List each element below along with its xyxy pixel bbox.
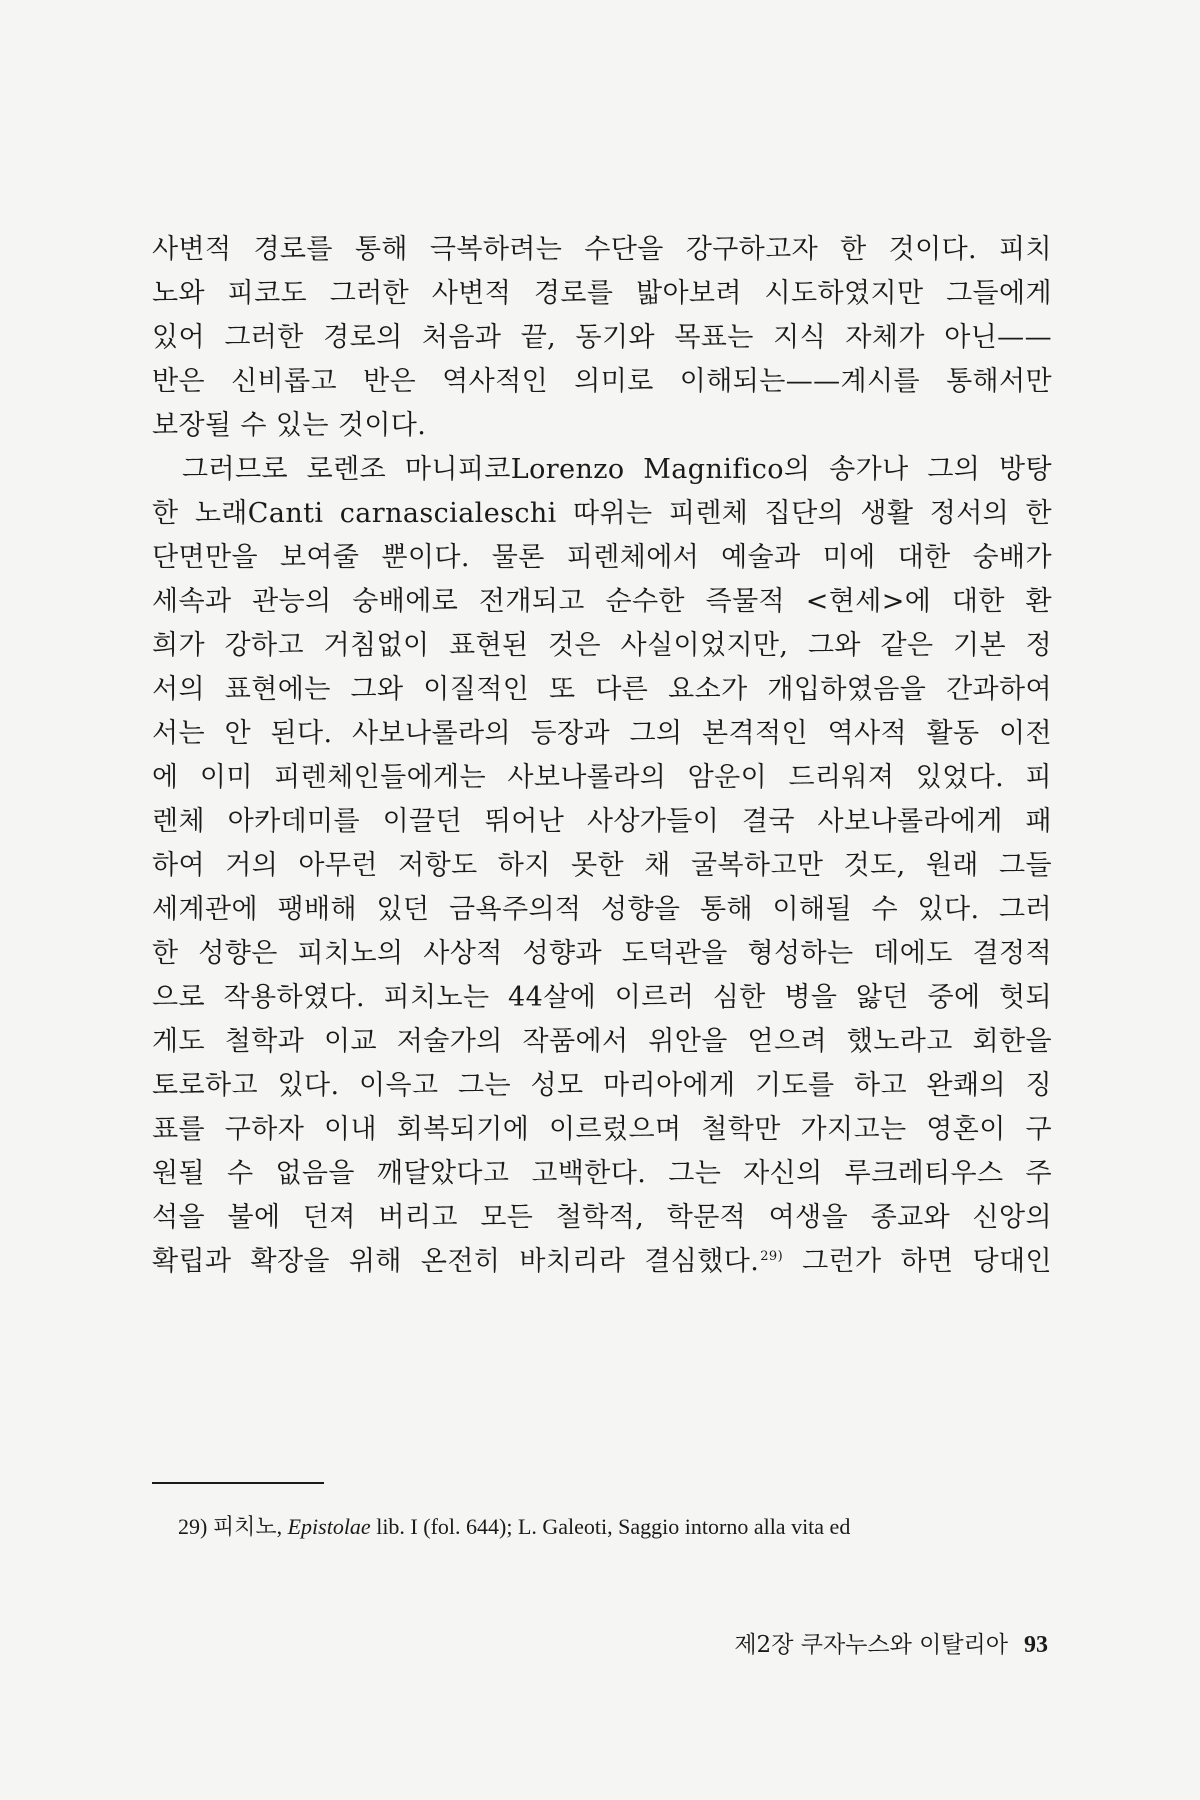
text-line: 희가 강하고 거침없이 표현된 것은 사실이었지만, 그와 같은 기본 정 [152,630,1052,661]
text-line: 세속과 관능의 숭배에로 전개되고 순수한 즉물적 <현세>에 대한 환 [152,586,1052,617]
footnote [178,1512,1058,1542]
text-line: 반은 신비롭고 반은 역사적인 의미로 이해되는——계시를 통해서만 [152,366,1052,397]
text-line: 하여 거의 아무런 저항도 하지 못한 채 굴복하고만 것도, 원래 그들 [152,850,1052,881]
text-line: 서는 안 된다. 사보나롤라의 등장과 그의 본격적인 역사적 활동 이전 [152,718,1052,749]
text-line: 에 이미 피렌체인들에게는 사보나롤라의 암운이 드리워져 있었다. 피 [152,762,1052,793]
text-line: 보장될 수 있는 것이다. [152,410,427,441]
footnote-number: 29) [178,1514,208,1539]
text-line: 한 노래Canti carnascialeschi 따위는 피렌체 집단의 생활 정서의 한 [152,498,1052,529]
running-footer [734,1626,1048,1659]
text-segment: 그런가 하면 당대인 [783,1246,1052,1277]
footnote-work-title: Epistolae [287,1514,371,1539]
footnote-divider [152,1482,324,1484]
text-line: 노와 피코도 그러한 사변적 경로를 밟아보려 시도하였지만 그들에게 [152,278,1052,309]
footnote-reference: 29) [760,1249,784,1264]
footnote-author: 피치노, [212,1514,283,1539]
text-line: 표를 구하자 이내 회복되기에 이르렀으며 철학만 가지고는 영혼이 구 [152,1114,1052,1145]
page-number: 93 [1024,1632,1048,1658]
text-line: 원될 수 없음을 깨달았다고 고백한다. 그는 자신의 루크레티우스 주 [152,1158,1052,1189]
footnote-citation: lib. I (fol. 644); L. Galeoti, Saggio intorno alla vita ed [376,1514,851,1539]
text-line: 렌체 아카데미를 이끌던 뛰어난 사상가들이 결국 사보나롤라에게 패 [152,806,1052,837]
text-line: 석을 불에 던져 버리고 모든 철학적, 학문적 여생을 종교와 신앙의 [152,1202,1052,1233]
text-line: 단면만을 보여줄 뿐이다. 물론 피렌체에서 예술과 미에 대한 숭배가 [152,542,1052,573]
body-text [152,228,1052,1284]
text-line: 게도 철학과 이교 저술가의 작품에서 위안을 얻으려 했노라고 회한을 [152,1026,1052,1057]
paragraph-first-line: 그러므로 로렌조 마니피코Lorenzo Magnifico의 송가나 그의 방탕 [182,454,1052,485]
text-line: 사변적 경로를 통해 극복하려는 수단을 강구하고자 한 것이다. 피치 [152,234,1052,265]
text-line: 토로하고 있다. 이윽고 그는 성모 마리아에게 기도를 하고 완쾌의 징 [152,1070,1052,1101]
text-line: 세계관에 팽배해 있던 금욕주의적 성향을 통해 이해될 수 있다. 그러 [152,894,1052,925]
text-line: 한 성향은 피치노의 사상적 성향과 도덕관을 형성하는 데에도 결정적 [152,938,1052,969]
text-line: 있어 그러한 경로의 처음과 끝, 동기와 목표는 지식 자체가 아닌—— [152,322,1052,353]
text-line: 으로 작용하였다. 피치노는 44살에 이르러 심한 병을 앓던 중에 헛되 [152,982,1052,1013]
text-line-with-note [152,1240,1052,1284]
text-line: 서의 표현에는 그와 이질적인 또 다른 요소가 개입하였음을 간과하여 [152,674,1052,705]
chapter-title: 제2장 쿠자누스와 이탈리아 [734,1632,1008,1658]
text-segment: 확립과 확장을 위해 온전히 바치리라 결심했다. [152,1246,760,1277]
